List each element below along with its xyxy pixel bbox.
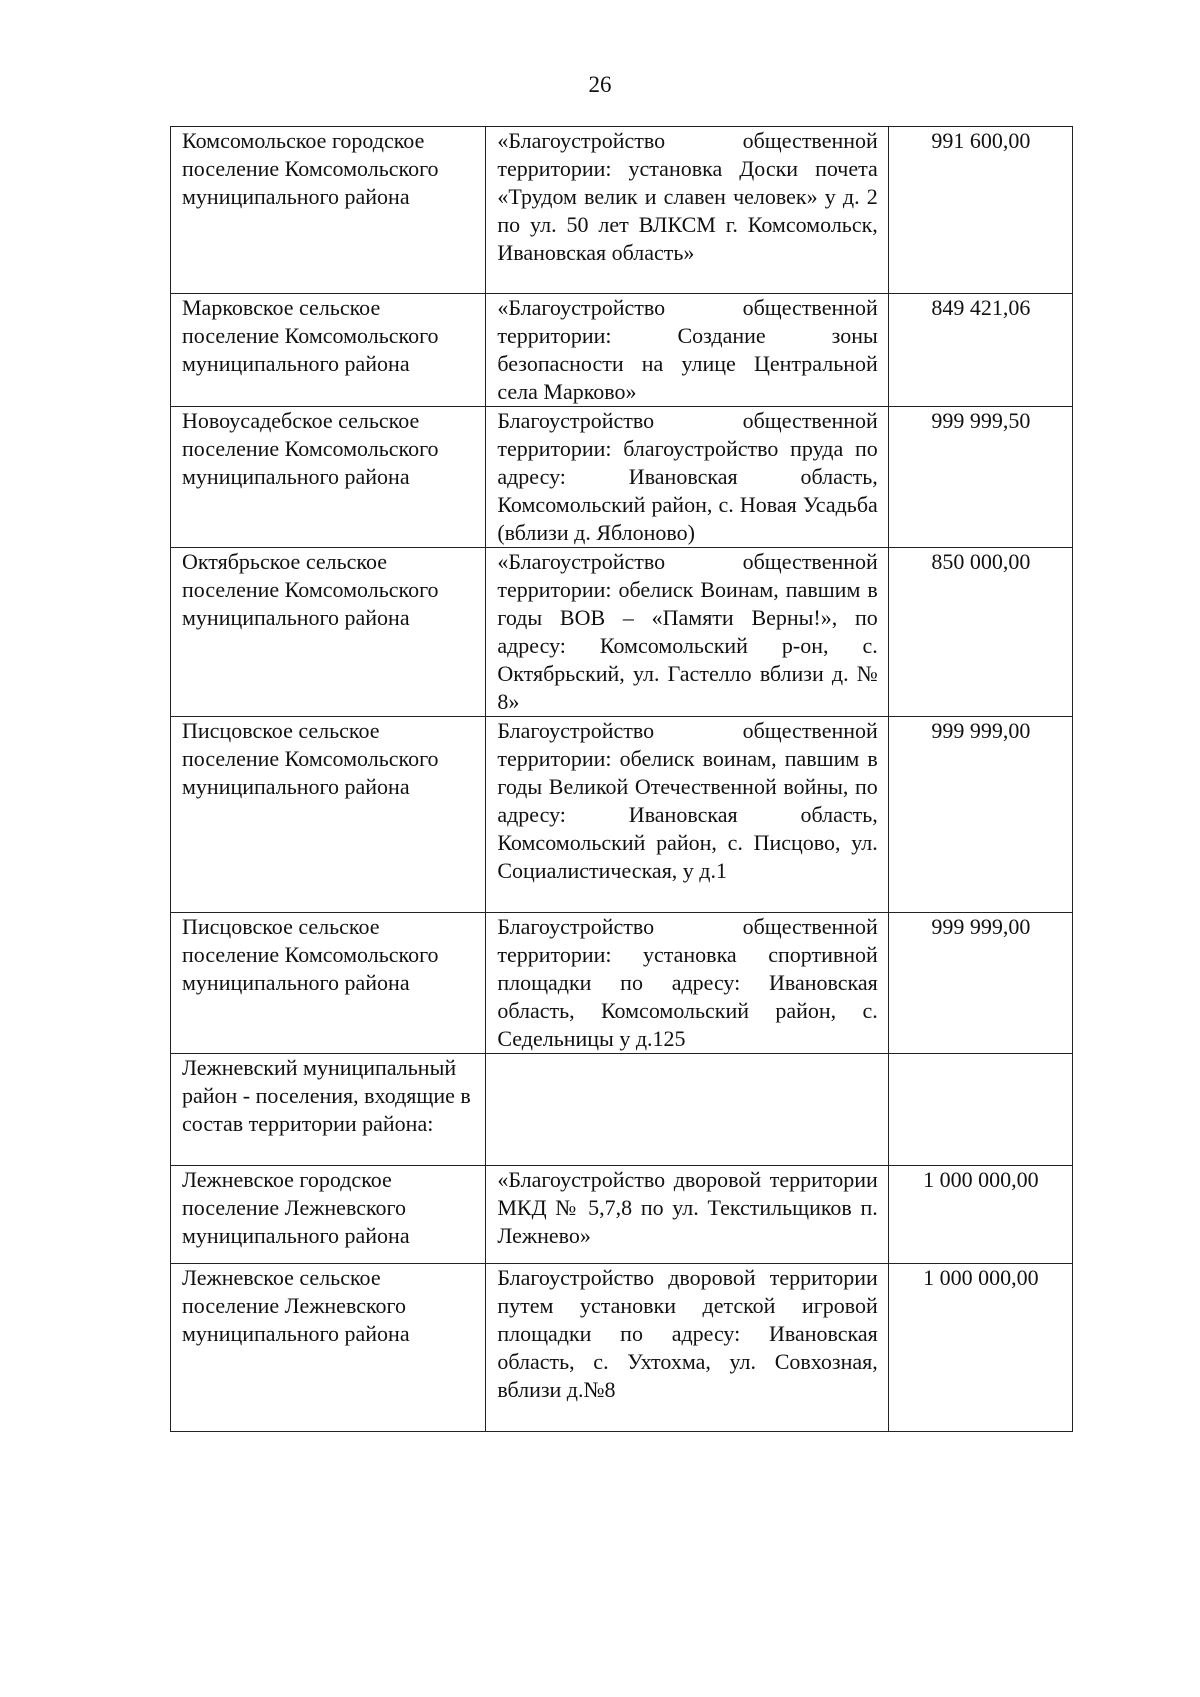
amount-cell: 849 421,06 bbox=[888, 294, 1072, 407]
table-row bbox=[171, 717, 1073, 913]
project-cell bbox=[486, 1054, 888, 1166]
settlement-cell: Лежневское городское поселение Лежневского муниципального района bbox=[171, 1166, 486, 1264]
settlement-cell: Писцовское сельское поселение Комсомольского муниципального района bbox=[171, 717, 486, 913]
project-cell: Благоустройство дворовой территории путем установки детской игровой площадки по адресу: Ивановская область, с. Ухтохма, ул. Совхозная, вблизи д.№8 bbox=[486, 1264, 888, 1432]
project-cell: Благоустройство общественной территории: обелиск воинам, павшим в годы Великой Отечественной войны, по адресу: Ивановская область, Комсомольский район, с. Писцово, ул. Социалистическая, у д.1 bbox=[486, 717, 888, 913]
table-row bbox=[171, 1264, 1073, 1432]
project-cell: «Благоустройство общественной территории: обелиск Воинам, павшим в годы ВОВ – «Памяти Верны!», по адресу: Комсомольский р-он, с. Октябрьский, ул. Гастелло вблизи д. № 8» bbox=[486, 548, 888, 717]
table-row bbox=[171, 294, 1073, 407]
settlement-cell: Октябрьское сельское поселение Комсомольского муниципального района bbox=[171, 548, 486, 717]
settlement-cell: Новоусадебское сельское поселение Комсомольского муниципального района bbox=[171, 407, 486, 548]
amount-cell: 850 000,00 bbox=[888, 548, 1072, 717]
table-row bbox=[171, 913, 1073, 1054]
table-row bbox=[171, 1166, 1073, 1264]
amount-cell: 1 000 000,00 bbox=[888, 1264, 1072, 1432]
project-cell: «Благоустройство дворовой территории МКД № 5,7,8 по ул. Текстильщиков п. Лежнево» bbox=[486, 1166, 888, 1264]
settlement-cell: Лежневское сельское поселение Лежневского муниципального района bbox=[171, 1264, 486, 1432]
amount-cell bbox=[888, 1054, 1072, 1166]
project-cell: Благоустройство общественной территории: установка спортивной площадки по адресу: Ивановская область, Комсомольский район, с. Седельницы у д.125 bbox=[486, 913, 888, 1054]
amount-cell: 991 600,00 bbox=[888, 127, 1072, 294]
amount-cell: 999 999,00 bbox=[888, 913, 1072, 1054]
table-row bbox=[171, 127, 1073, 294]
project-cell: Благоустройство общественной территории: благоустройство пруда по адресу: Ивановская область, Комсомольский район, с. Новая Усадьба (вблизи д. Яблоново) bbox=[486, 407, 888, 548]
allocation-table bbox=[170, 126, 1073, 1432]
table-row bbox=[171, 407, 1073, 548]
amount-cell: 999 999,50 bbox=[888, 407, 1072, 548]
table-row bbox=[171, 1054, 1073, 1166]
amount-cell: 999 999,00 bbox=[888, 717, 1072, 913]
settlement-cell: Марковское сельское поселение Комсомольского муниципального района bbox=[171, 294, 486, 407]
settlement-cell: Комсомольское городское поселение Комсомольского муниципального района bbox=[171, 127, 486, 294]
page-number: 26 bbox=[588, 72, 612, 97]
settlement-cell: Лежневский муниципальный район - поселения, входящие в состав территории района: bbox=[171, 1054, 486, 1166]
project-cell: «Благоустройство общественной территории: установка Доски почета «Трудом велик и славен человек» у д. 2 по ул. 50 лет ВЛКСМ г. Комсомольск, Ивановская область» bbox=[486, 127, 888, 294]
project-cell: «Благоустройство общественной территории: Создание зоны безопасности на улице Центральной села Марково» bbox=[486, 294, 888, 407]
settlement-cell: Писцовское сельское поселение Комсомольского муниципального района bbox=[171, 913, 486, 1054]
table-row bbox=[171, 548, 1073, 717]
amount-cell: 1 000 000,00 bbox=[888, 1166, 1072, 1264]
